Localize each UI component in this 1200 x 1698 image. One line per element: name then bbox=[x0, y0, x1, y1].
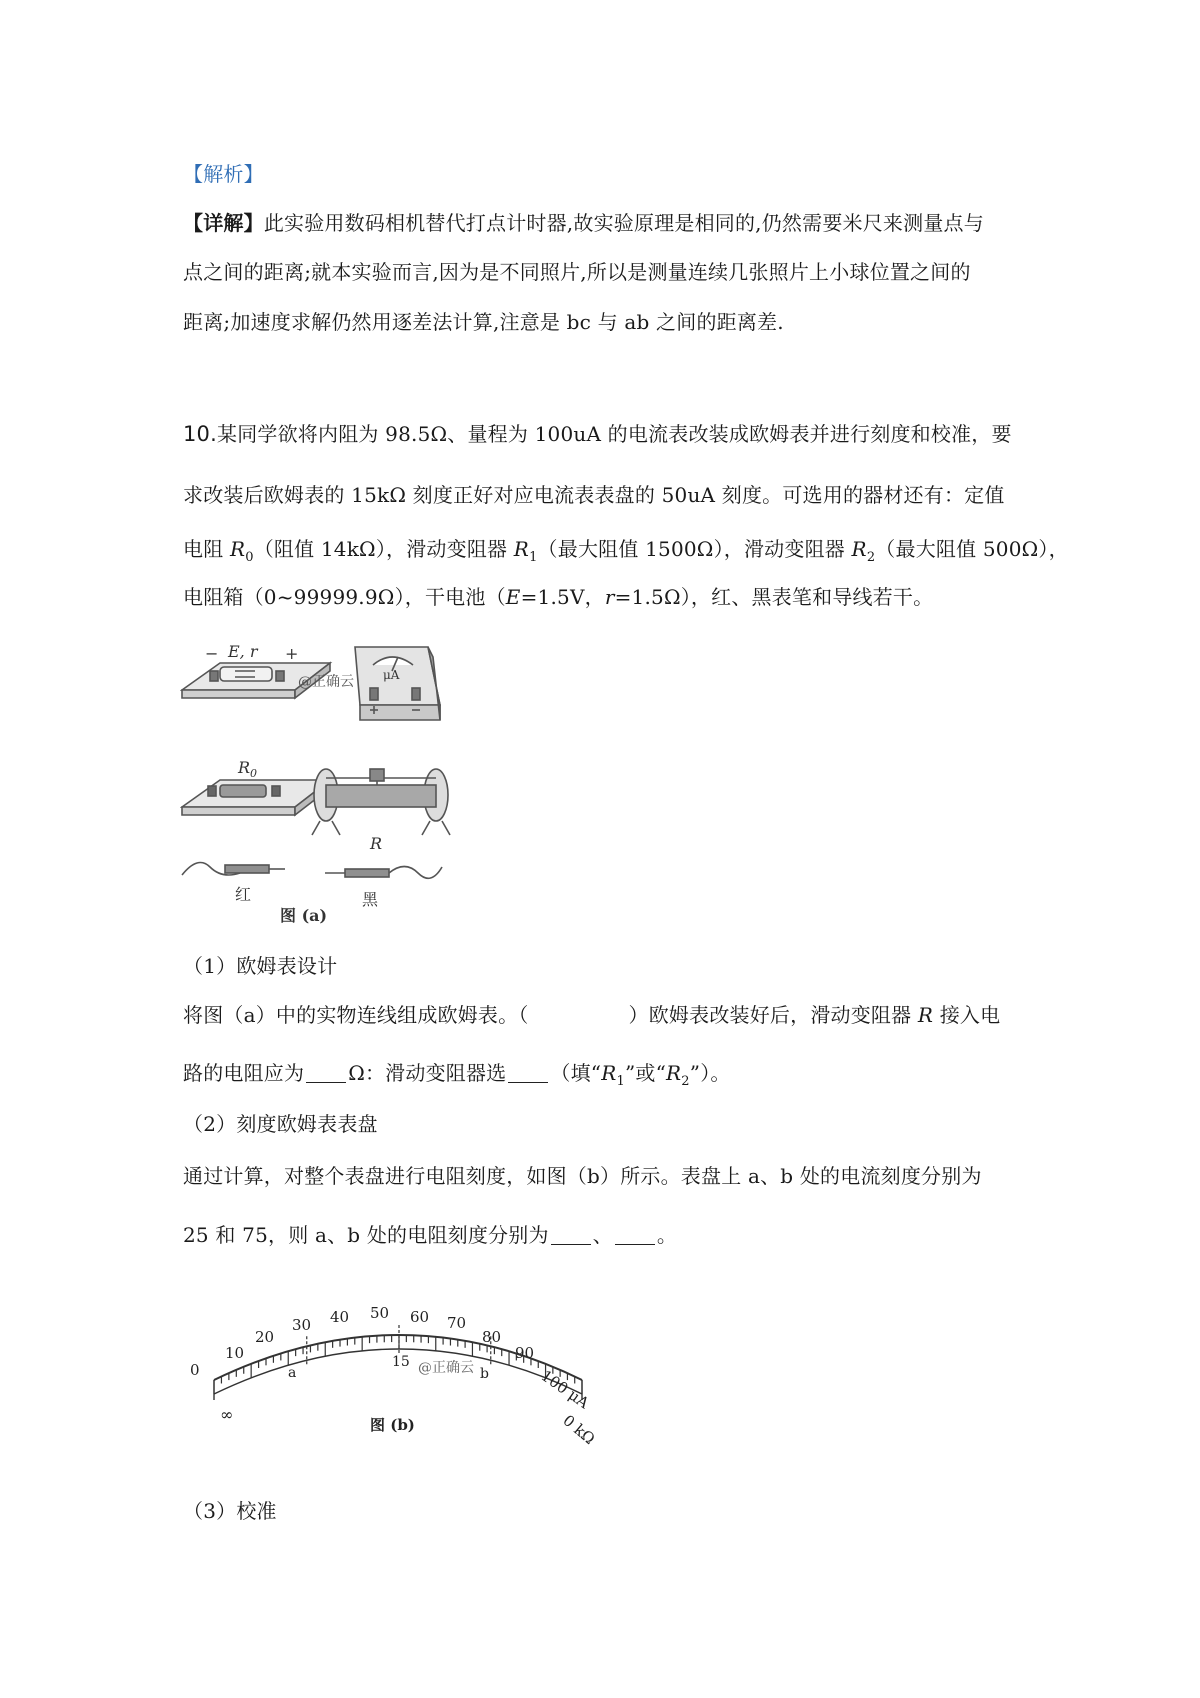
watermark-b: @正确云 bbox=[418, 1360, 474, 1376]
tick-label-30: 30 bbox=[292, 1316, 312, 1334]
answer-blank-a[interactable] bbox=[551, 1224, 591, 1245]
tick-label-50: 50 bbox=[370, 1304, 390, 1322]
label-a: a bbox=[288, 1365, 297, 1381]
analysis-heading: 【解析】 bbox=[183, 162, 264, 186]
battery-minus: − bbox=[205, 644, 219, 663]
analysis-line-2: 点之间的距离;就本实验而言,因为是不同照片,所以是测量连续几张照片上小球位置之间的 bbox=[183, 260, 971, 284]
tick-label-90: 90 bbox=[515, 1344, 535, 1362]
question-text-1: 某同学欲将内阻为 98.5Ω、量程为 100uA 的电流表改装成欧姆表并进行刻度和校准，要 bbox=[217, 422, 1012, 446]
part3-title: （3）校准 bbox=[183, 1499, 277, 1523]
label-15: 15 bbox=[392, 1354, 410, 1370]
part2-line-1: 通过计算，对整个表盘进行电阻刻度，如图（b）所示。表盘上 a、b 处的电流刻度分别为 bbox=[183, 1164, 982, 1188]
question-number: 10. bbox=[183, 422, 217, 446]
svg-text:R0: $R_0$ bbox=[238, 758, 258, 780]
figure-a-caption: 图 (a) bbox=[280, 906, 328, 925]
question-line-4: 电阻箱（0~99999.9Ω），干电池（E=1.5V，r=1.5Ω），红、黑表笔和导线若干。 bbox=[183, 585, 934, 609]
question-line-3: 电阻 $R_0$（阻值 14kΩ），滑动变阻器 $R_1$（最大阻值 1500Ω），滑动变阻器 $R_2$（最大阻值 500Ω）， bbox=[183, 537, 1069, 565]
black-lead-label: 黑 bbox=[362, 890, 379, 909]
question-line-2: 求改装后欧姆表的 15kΩ 刻度正好对应电流表表盘的 50uA 刻度。可选用的器材还有：定值 bbox=[183, 483, 1005, 507]
tick-label-40: 40 bbox=[330, 1308, 350, 1326]
watermark-a: @正确云 bbox=[298, 674, 354, 690]
battery-label: E, r bbox=[228, 642, 258, 661]
tick-label-20: 20 bbox=[255, 1328, 275, 1346]
detail-tag: 【详解】 bbox=[183, 211, 264, 235]
tick-label-70: 70 bbox=[447, 1314, 467, 1332]
analysis-line-3: 距离;加速度求解仍然用逐差法计算,注意是 bc 与 ab 之间的距离差. bbox=[183, 310, 784, 334]
label-0k: 0 kΩ bbox=[559, 1411, 599, 1449]
analysis-line-1 bbox=[183, 207, 984, 236]
figure-b-caption: 图 (b) bbox=[370, 1416, 415, 1434]
battery-plus: + bbox=[285, 644, 299, 663]
answer-blank-b[interactable] bbox=[615, 1224, 655, 1245]
answer-blank-rheostat[interactable] bbox=[508, 1062, 548, 1083]
part1-line-1: 将图（a）中的实物连线组成欧姆表。（ ）欧姆表改装好后，滑动变阻器 R 接入电 bbox=[183, 1003, 1001, 1027]
question-line-1 bbox=[183, 418, 1012, 447]
red-lead-label: 红 bbox=[235, 885, 252, 904]
figure-a bbox=[180, 635, 500, 925]
analysis-text-1: 此实验用数码相机替代打点计时器,故实验原理是相同的,仍然需要米尺来测量点与 bbox=[263, 211, 984, 235]
meter-unit: μA bbox=[383, 668, 400, 682]
tick-label-100: 100 μA bbox=[537, 1366, 593, 1413]
figure-b bbox=[190, 1280, 630, 1450]
tick-label-80: 80 bbox=[482, 1328, 502, 1346]
part1-line-2: 路的电阻应为 Ω：滑动变阻器选 （填“$R_1$”或“$R_2$”）。 bbox=[183, 1061, 731, 1089]
tick-label-60: 60 bbox=[410, 1308, 430, 1326]
part2-line-2: 25 和 75，则 a、b 处的电阻刻度分别为 、 。 bbox=[183, 1223, 678, 1247]
answer-blank-resistance[interactable] bbox=[306, 1062, 346, 1083]
part2-title: （2）刻度欧姆表表盘 bbox=[183, 1112, 378, 1136]
label-b: b bbox=[480, 1366, 489, 1382]
r0-label: R bbox=[238, 758, 251, 777]
rheostat-label: R bbox=[370, 834, 383, 853]
label-infinity: ∞ bbox=[220, 1405, 234, 1424]
part1-title: （1）欧姆表设计 bbox=[183, 954, 338, 978]
tick-label-10: 10 bbox=[225, 1344, 245, 1362]
tick-label-0: 0 bbox=[190, 1361, 200, 1379]
